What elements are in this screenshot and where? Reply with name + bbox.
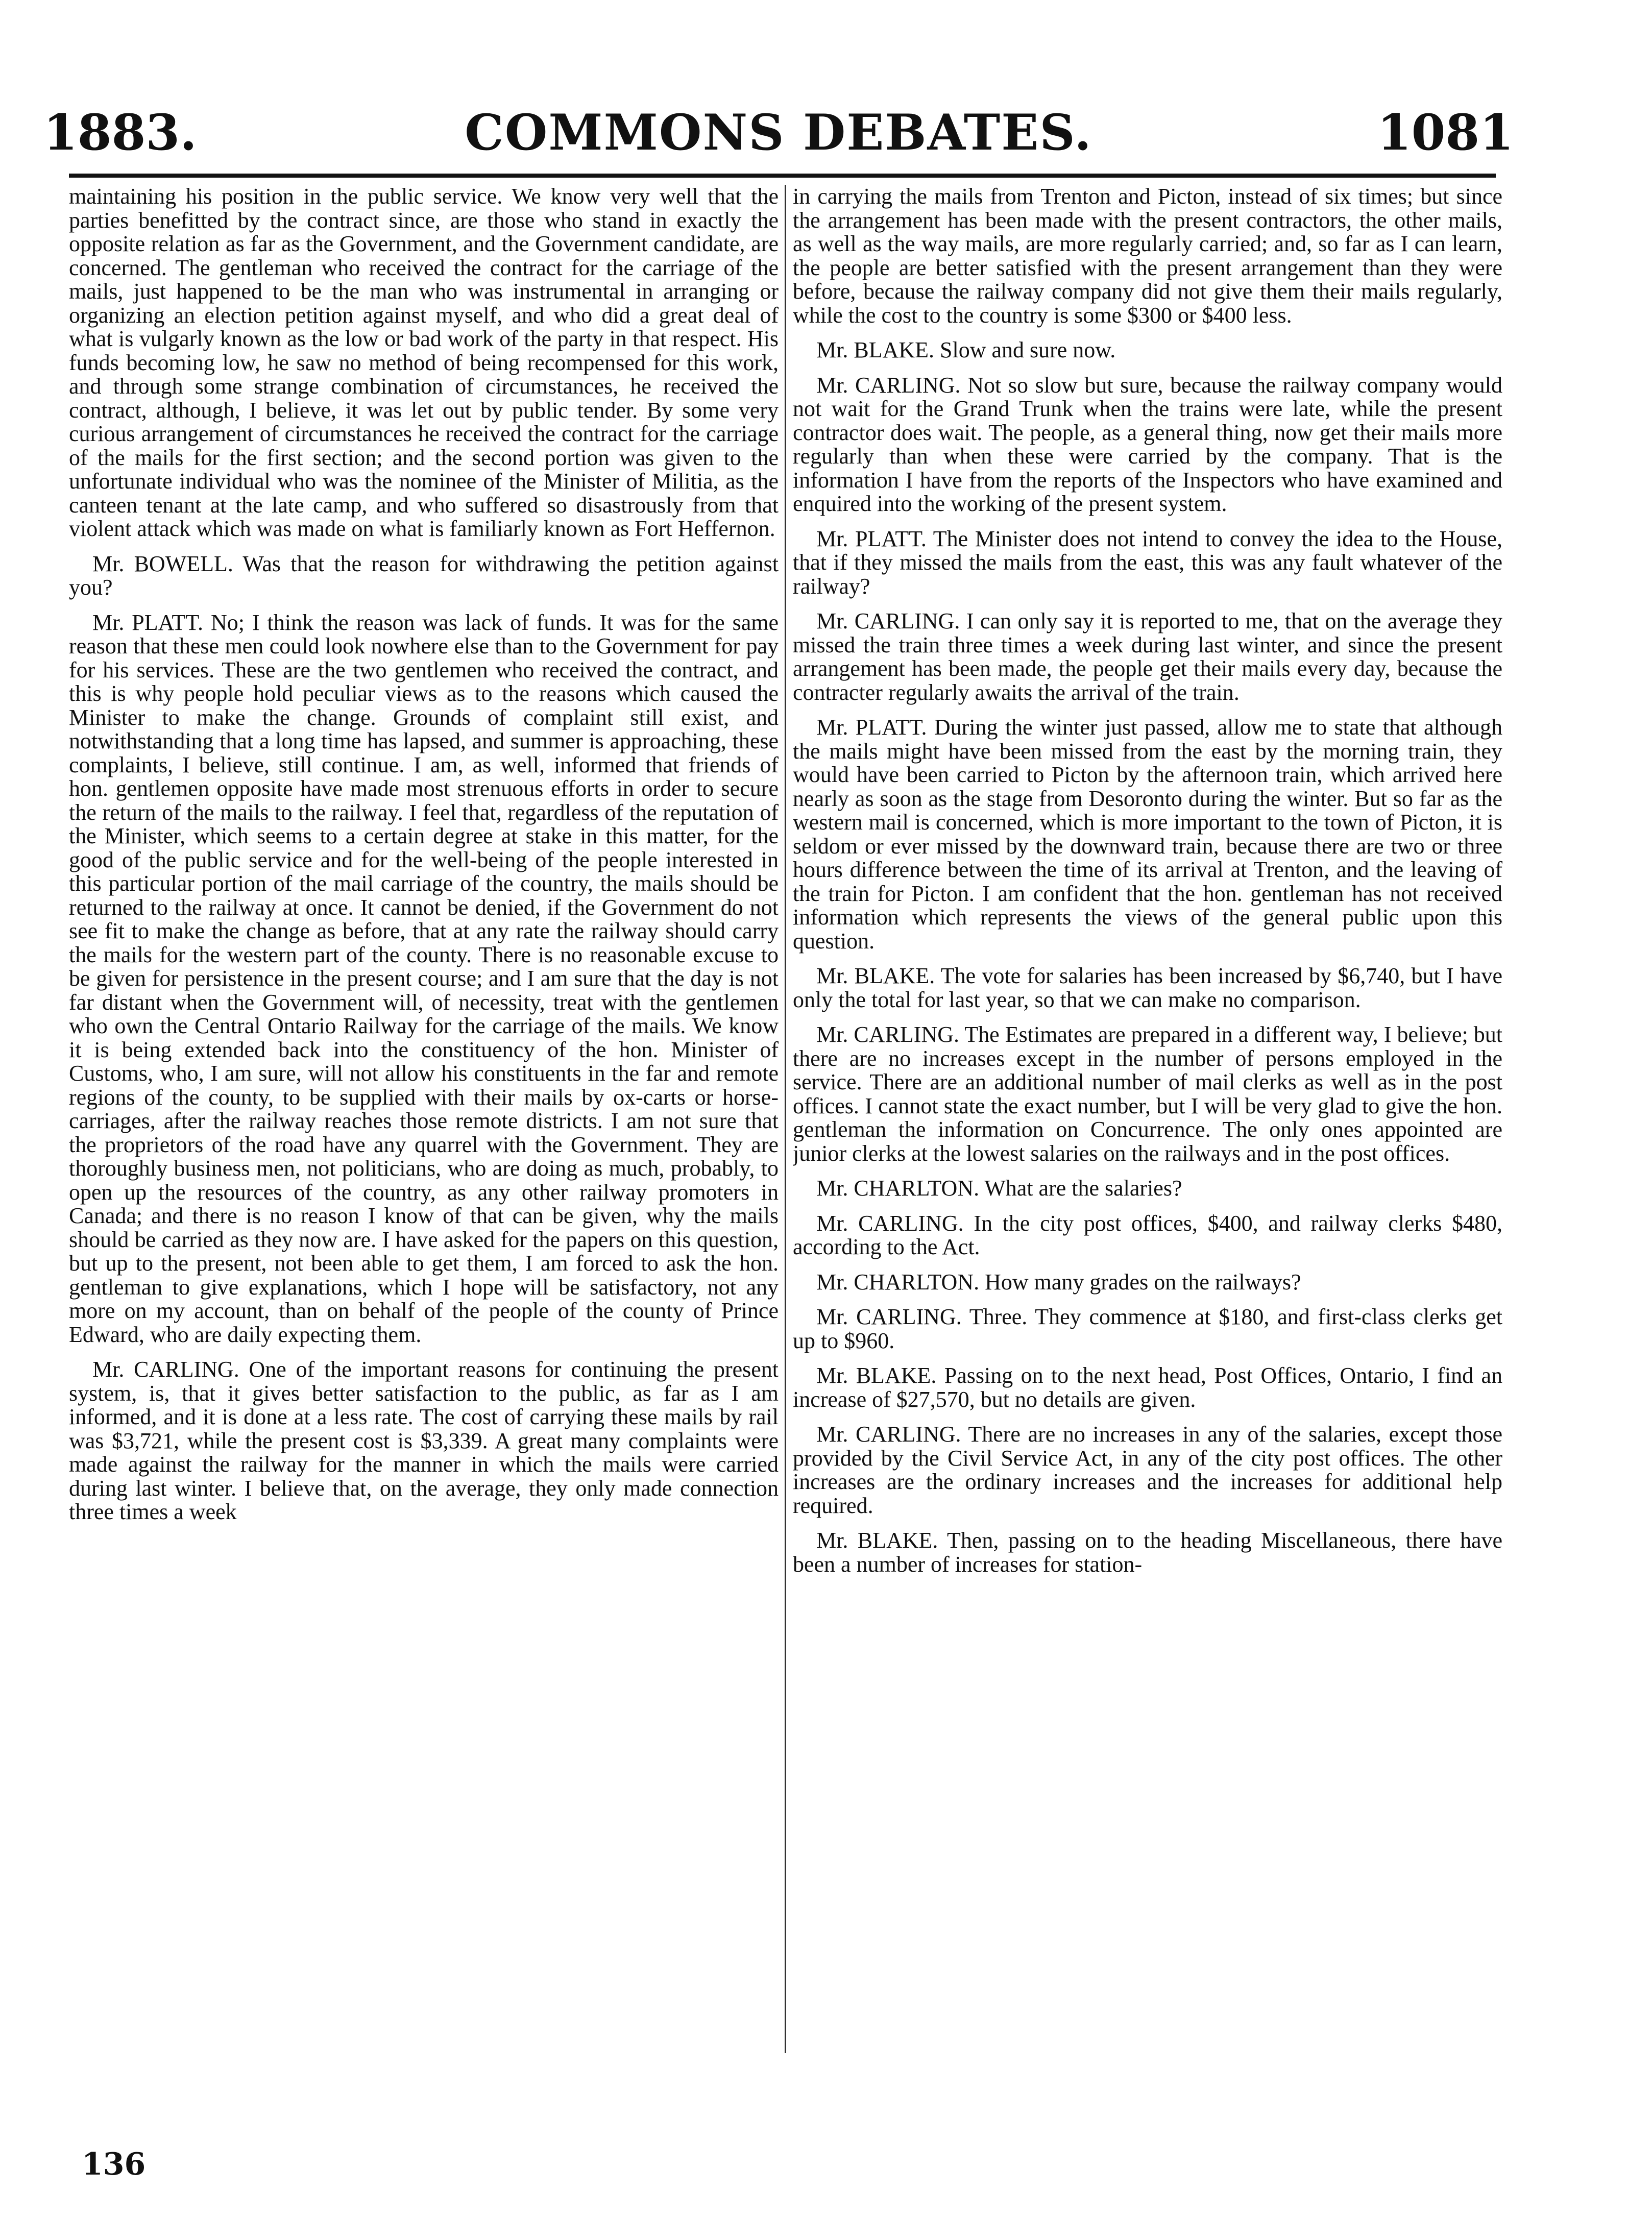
- paragraph: Mr. BOWELL. Was that the reason for withdrawing the petition against you?: [69, 551, 779, 600]
- paragraph: Mr. BLAKE. Slow and sure now.: [816, 337, 1116, 362]
- paragraph: maintaining his position in the public service. We know very well that the parties benefitted by the contract since, are those who stand in exactly the opposite relation as far as the Government, and the Government candidate, are concerned. The gentleman who received the contract for the carriage of the mails, just happened to be the man who was instrumental in arranging or organizing an election petition against myself, and who did a great deal of what is vulgarly known as the low or bad work of the party in that respect. His funds becoming low, he saw no method of being recompensed for this work, and through some strange combination of circumstances, he received the contract, although, I believe, it was let out by public tender. By some very curious arrangement of circumstances he received the contract for the carriage of the mails for the first section; and the second portion was given to the unfortunate individual who was the nominee of the Minister of Militia, as the canteen tenant at the late camp, and who suffered so disastrously from that violent attack which was made on what is familiarly known as Fort Heffernon.: [69, 185, 779, 541]
- paragraph: Mr. PLATT. The Minister does not intend to convey the idea to the House, that if they missed the mails from the east, this was any fault whatever of the railway?: [793, 526, 1502, 599]
- page-number: 1081: [1377, 104, 1514, 161]
- paragraph: Mr. BLAKE. Passing on to the next head, Post Offices, Ontario, I find an increase of $27,570, but no details are given.: [793, 1363, 1502, 1412]
- right-column: [793, 185, 1502, 2155]
- signature-mark: 136: [82, 2146, 146, 2182]
- header-rule: [69, 174, 1496, 178]
- paragraph: Mr. CARLING. Not so slow but sure, because the railway company would not wait for the Grand Trunk when the trains were late, while the present contractor does wait. The people, as a general thing, now get their mails more regularly than when these were carried by the company. That is the information I have from the reports of the Inspectors who have examined and enquired into the working of the present system.: [793, 372, 1502, 516]
- paragraph: in carrying the mails from Trenton and Picton, instead of six times; but since the arrangement has been made with the present contractors, the other mails, as well as the way mails, are more regularly carried; and, so far as I can learn, the people are better satisfied with the present arrangement than they were before, because the railway company did not give them their mails regularly, while the cost to the country is some $300 or $400 less.: [793, 185, 1502, 328]
- paragraph: Mr. CARLING. One of the important reasons for continuing the present system, is, that it gives better satisfaction to the public, as far as I am informed, and it is done at a less rate. The cost of carrying these mails by rail was $3,721, while the present cost is $3,339. A great many complaints were made against the railway for the manner in which the mails were carried during last winter. I believe that, on the average, they only made connection three times a week: [69, 1357, 779, 1524]
- paragraph: Mr. CHARLTON. How many grades on the railways?: [816, 1269, 1301, 1295]
- paragraph: Mr. BLAKE. Then, passing on to the heading Miscellaneous, there have been a number of increases for station-: [793, 1528, 1502, 1577]
- paragraph: Mr. PLATT. During the winter just passed, allow me to state that although the mails might have been missed from the east by the morning train, they would have been carried to Picton by the afternoon train, which arrived here nearly as soon as the stage from Desoronto during the winter. But so far as the western mail is concerned, which is more important to the town of Picton, it is seldom or ever missed by the downward train, because there are two or three hours difference between the time of its arrival at Trenton, and the leaving of the train for Picton. I am confident that the hon. gentleman has not received information which represents the views of the general public upon this question.: [793, 715, 1502, 954]
- journal-title: COMMONS DEBATES.: [465, 104, 1092, 161]
- paragraph: Mr. PLATT. No; I think the reason was lack of funds. It was for the same reason that these men could look nowhere else than to the Government for pay for his services. These are the two gentlemen who received the contract, and this is why people hold peculiar views as to the reasons which caused the Minister to make the change. Grounds of complaint still exist, and notwithstanding that a long time has lapsed, and summer is approaching, these complaints, I believe, still continue. I am, as well, informed that friends of hon. gentlemen opposite have made most strenuous efforts in order to secure the return of the mails to the railway. I feel that, regardless of the reputation of the Minister, which seems to a certain degree at stake in this matter, for the good of the public service and for the well-being of the people interested in this particular portion of the mail carriage of the country, the mails should be returned to the railway at once. It cannot be denied, if the Government do not see fit to make the change as before, that at any rate the railway should carry the mails for the western part of the county. There is no reasonable excuse to be given for persistence in the present course; and I am sure that the day is not far distant when the Government will, of necessity, treat with the gentlemen who own the Central Ontario Railway for the carriage of the mails. We know it is being extended back into the constituency of the hon. Minister of Customs, who, I am sure, will not allow his constituents in the far and remote regions of the county, to be supplied with their mails by ox-carts or horse-carriages, after the railway reaches those remote districts. I am not sure that the proprietors of the road have any quarrel with the Government. They are thoroughly business men, not politicians, who are doing as much, probably, to open up the resources of the country, as any other railway promoters in Canada; and there is no reason I know of that can be given, why the mails should be carried as they now are. I have asked for the papers on this question, but up to the present, not been able to get them, I am forced to ask the hon. gentleman to give explanations, which I hope will be satisfactory, not any more on my account, than on behalf of the people of the county of Prince Edward, who are daily expecting them.: [69, 609, 779, 1347]
- header-year: 1883.: [43, 104, 197, 161]
- paragraph: Mr. CHARLTON. What are the salaries?: [816, 1176, 1182, 1201]
- paragraph: Mr. CARLING. In the city post offices, $400, and railway clerks $480, according to the Act.: [793, 1210, 1502, 1259]
- paragraph: Mr. CARLING. The Estimates are prepared in a different way, I believe; but there are no increases except in the number of persons employed in the service. There are an additional number of mail clerks as well as in the post offices. I cannot state the exact number, but I will be very glad to give the hon. gentleman the information on Concurrence. The only ones appointed are junior clerks at the lowest salaries on the railways and in the post offices.: [793, 1022, 1502, 1166]
- page-header: [43, 97, 1514, 174]
- paragraph: Mr. CARLING. I can only say it is reported to me, that on the average they missed the train three times a week during last winter, and since the present arrangement has been made, the people get their mails every day, because the contracter regularly awaits the arrival of the train.: [793, 608, 1502, 705]
- paragraph: Mr. CARLING. There are no increases in any of the salaries, except those provided by the Civil Service Act, in any of the city post offices. The other increases are the ordinary increases and the increases for additional help required.: [793, 1422, 1502, 1518]
- left-column: [69, 185, 779, 2155]
- column-divider: [785, 185, 786, 2053]
- paragraph: Mr. CARLING. Three. They commence at $180, and first-class clerks get up to $960.: [793, 1304, 1502, 1353]
- paragraph: Mr. BLAKE. The vote for salaries has been increased by $6,740, but I have only the total for last year, so that we can make no comparison.: [793, 963, 1502, 1012]
